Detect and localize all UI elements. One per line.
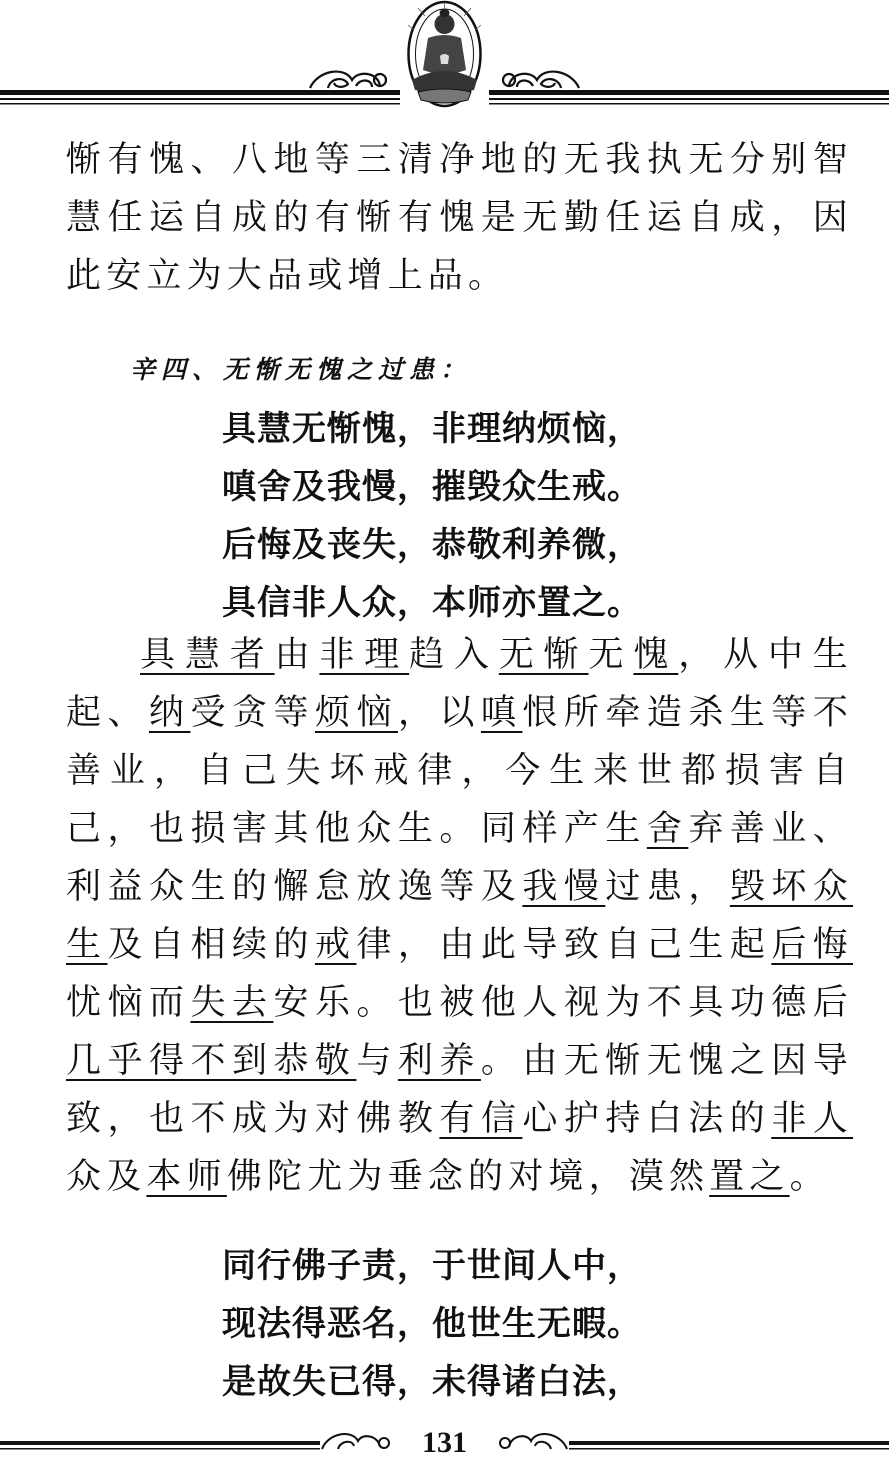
body-paragraph-2 (66, 626, 853, 1206)
text-segment: 及自相续的 (107, 925, 315, 965)
underlined-keyword: 愧 (633, 635, 679, 675)
cloud-scroll-right-icon (503, 72, 579, 88)
seated-buddha-icon (408, 2, 481, 106)
text-segment: 由 (274, 635, 320, 675)
text-segment: 律，由此导致自己生起 (356, 925, 772, 965)
verse-line: 嗔舍及我慢，摧毁众生戒。 (222, 467, 642, 507)
verse-block-2 (222, 1237, 782, 1411)
text-segment: 过患， (605, 867, 730, 907)
text-segment: 受贪等 (190, 693, 315, 733)
verse-line: 具信非人众，本师亦置之。 (222, 583, 642, 623)
cloud-scroll-left-icon (310, 72, 386, 88)
underlined-keyword: 失去 (190, 983, 274, 1023)
underlined-keyword: 非人 (771, 1099, 854, 1139)
page-header-ornament (0, 0, 889, 110)
underlined-keyword: 具慧者 (140, 635, 275, 675)
text-segment: 无 (588, 635, 634, 675)
underlined-keyword: 无惭 (498, 635, 589, 675)
text-segment: 安乐。也被他人视为不具功德后 (273, 983, 853, 1023)
underlined-keyword: 嗔 (480, 693, 523, 733)
text-segment: 心护持白法的 (522, 1099, 772, 1139)
underlined-keyword: 置之 (709, 1157, 790, 1197)
text-segment: 众及 (66, 1157, 147, 1197)
text-segment: ，从中生起、 (66, 635, 854, 733)
text-segment: 与 (356, 1041, 398, 1081)
underlined-keyword: 纳 (148, 693, 191, 733)
text-segment: 佛陀尤为垂念的对境，漠然 (226, 1157, 710, 1197)
text-segment: 。由无惭无愧之因导致，也不成为对佛教 (66, 1041, 854, 1139)
text-segment: 忧恼而 (66, 983, 191, 1023)
section-heading: 辛四、无惭无愧之过患： (130, 355, 472, 384)
page-number: 131 (422, 1426, 467, 1459)
verse-line: 后悔及丧失，恭敬利养微， (222, 525, 642, 565)
text-segment: 趋入 (409, 635, 499, 675)
underlined-keyword: 几乎得不到恭敬 (66, 1041, 357, 1081)
verse-line: 具慧无惭愧，非理纳烦恼， (222, 409, 642, 449)
verse-block-1 (222, 400, 782, 632)
body-paragraph-1: 惭有愧、八地等三清净地的无我执无分别智慧任运自成的有惭有愧是无勤任运自成，因此安立为大品或增上品。 (66, 140, 853, 296)
underlined-keyword: 舍 (646, 809, 689, 849)
underlined-keyword: 毁坏众生 (66, 867, 854, 965)
text-segment: ，以 (397, 693, 481, 733)
underlined-keyword: 烦恼 (314, 693, 398, 733)
underlined-keyword: 有信 (439, 1099, 523, 1139)
underlined-keyword: 非理 (319, 635, 410, 675)
underlined-keyword: 我慢 (522, 867, 606, 907)
verse-line: 同行佛子责，于世间人中， (222, 1246, 642, 1286)
verse-line: 现法得恶名，他世生无暇。 (222, 1304, 642, 1344)
underlined-keyword: 后悔 (771, 925, 853, 965)
underlined-keyword: 戒 (314, 925, 357, 965)
underlined-keyword: 本师 (146, 1157, 227, 1197)
underlined-keyword: 利养 (397, 1041, 481, 1081)
verse-line: 是故失已得，未得诸白法， (222, 1362, 642, 1402)
text-segment: 。 (789, 1157, 830, 1197)
text-segment: 弃善业、利益众生的懈怠放逸等及 (66, 809, 853, 907)
text-segment: 恨所牵造杀生等不善业，自己失坏戒律，今生来世都损害自己，也损害其他众生。同样产生 (66, 693, 854, 849)
